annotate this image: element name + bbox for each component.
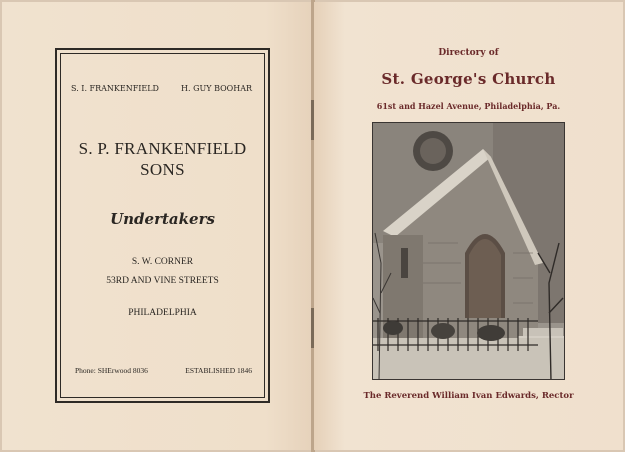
- partner-name: S. I. FRANKENFIELD: [71, 84, 159, 93]
- left-page: [2, 2, 312, 450]
- street-address: [61, 253, 264, 291]
- address-line: S. W. CORNER: [131, 257, 194, 267]
- address-line: 53RD AND VINE STREETS: [106, 276, 219, 286]
- church-name: St. George's Church: [381, 70, 556, 88]
- directory-heading: Directory of: [438, 48, 499, 58]
- ad-inner-border: [60, 53, 265, 398]
- firm-line: SONS: [140, 160, 185, 179]
- phone-number: Phone: SHErwood 8036: [75, 366, 148, 375]
- church-illustration: [373, 123, 565, 380]
- right-page: [314, 2, 623, 450]
- firm-line: S. P. FRANKENFIELD: [78, 139, 247, 158]
- church-photo: [372, 122, 565, 380]
- trade-title: Undertakers: [110, 210, 215, 228]
- firm-name: [61, 138, 264, 180]
- church-location: 61st and Hazel Avenue, Philadelphia, Pa.: [376, 101, 561, 111]
- funeral-home-ad: [55, 48, 270, 403]
- established-year: ESTABLISHED 1846: [185, 366, 252, 375]
- partner-name: H. GUY BOOHAR: [181, 84, 252, 93]
- rector-caption: The Reverend William Ivan Edwards, Rector: [363, 391, 574, 401]
- city: PHILADELPHIA: [128, 308, 197, 318]
